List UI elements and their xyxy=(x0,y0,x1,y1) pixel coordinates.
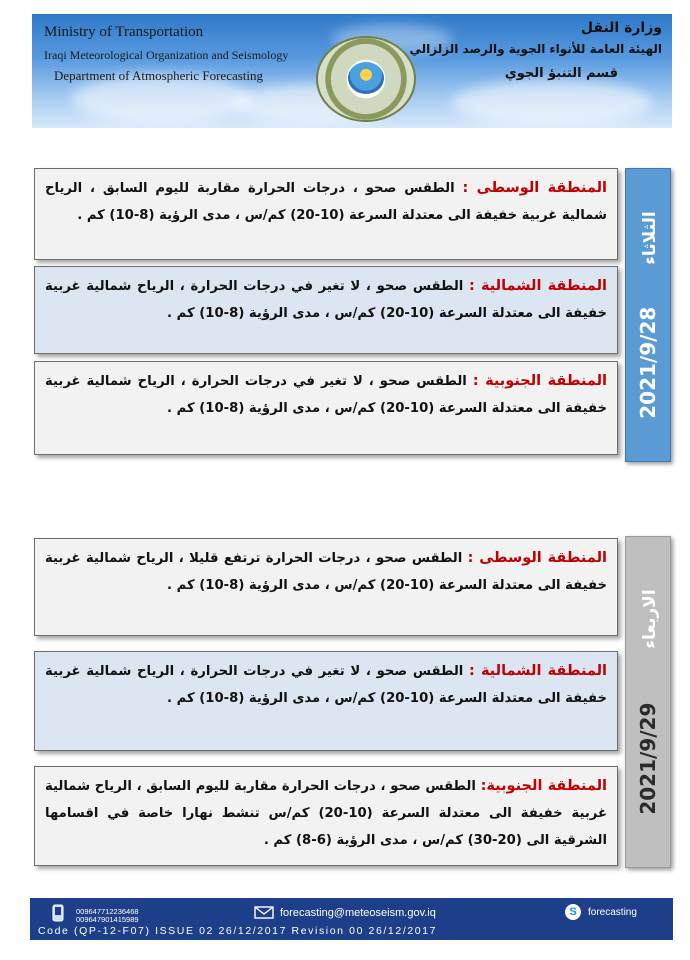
forecast-text: الطقس صحو ، لا تغير في درجات الحرارة ، الرياح شمالية غربية خفيفة الى معتدلة السرعة (10-20) كم/س ، مدى الرؤية (8-10) كم . xyxy=(45,279,607,321)
region-label: المنطقة الجنوبية: xyxy=(480,778,607,794)
region-label: المنطقة الوسطى : xyxy=(467,550,607,566)
forecast-text: الطقس صحو ، درجات الحرارة مقاربة لليوم السابق ، الرياح شمالية غربية خفيفة الى معتدلة السرعة (10-20) كم/س تنشط نهارا خاصة في اقسامها الشرقية الى (20-30) كم/س ، مدى الرؤية (6-8) كم . xyxy=(45,779,607,848)
region-label: المنطقة الشمالية : xyxy=(469,663,608,679)
forecast-row xyxy=(34,361,618,455)
day-name: الاربعاء xyxy=(640,589,660,649)
region-label: المنطقة الجنوبية : xyxy=(472,373,607,389)
phone-number: 009647901415989 xyxy=(76,915,139,924)
forecast-row xyxy=(34,766,618,866)
forecast-text: الطقس صحو ، لا تغير في درجات الحرارة ، الرياح شمالية غربية خفيفة الى معتدلة السرعة (10-20) كم/س ، مدى الرؤية (8-10) كم . xyxy=(45,664,607,706)
day-date: 2021/9/28 xyxy=(636,306,660,419)
forecast-row xyxy=(34,266,618,354)
header-banner xyxy=(32,14,672,128)
forecast-row xyxy=(34,168,618,260)
forecast-text: الطقس صحو ، درجات الحرارة ترتفع قليلا ، الرياح شمالية غربية خفيفة الى معتدلة السرعة (10-20) كم/س ، مدى الرؤية (8-10) كم . xyxy=(45,551,607,593)
department-title-ar: قسم التنبؤ الجوي xyxy=(504,66,618,81)
email-link[interactable]: forecasting@meteoseism.gov.iq xyxy=(280,907,436,919)
department-title-en: Department of Atmospheric Forecasting xyxy=(54,68,264,83)
forecast-text: الطقس صحو ، لا تغير في درجات الحرارة ، الرياح شمالية غربية خفيفة الى معتدلة السرعة (10-20) كم/س ، مدى الرؤية (8-10) كم . xyxy=(45,374,607,416)
forecast-text: الطقس صحو ، درجات الحرارة مقاربة لليوم السابق ، الرياح شمالية غربية خفيفة الى معتدلة السرعة (10-20) كم/س ، مدى الرؤية (8-10) كم . xyxy=(45,181,607,223)
region-label: المنطقة الشمالية : xyxy=(469,278,608,294)
day-bar-wednesday xyxy=(625,536,671,868)
ministry-title-ar: وزارة النقل xyxy=(580,20,662,36)
footer-bar xyxy=(30,898,673,940)
day-date: 2021/9/29 xyxy=(636,702,660,815)
skype-handle[interactable]: forecasting xyxy=(588,907,637,918)
forecast-row xyxy=(34,651,618,751)
email-icon xyxy=(254,906,274,919)
organization-logo xyxy=(316,36,416,122)
day-name: الثلاثاء xyxy=(640,211,660,265)
skype-icon: S xyxy=(565,904,581,920)
ministry-title-en: Ministry of Transportation xyxy=(44,24,204,40)
forecast-row xyxy=(34,538,618,636)
document-code: Code (QP-12-F07) ISSUE 02 26/12/2017 Revision 00 26/12/2017 xyxy=(38,925,438,937)
region-label: المنطقة الوسطى : xyxy=(462,180,607,196)
day-bar-tuesday xyxy=(625,168,671,462)
phone-number: 009647712236468 xyxy=(76,907,139,916)
organization-title-ar: الهيئة العامة للأنواء الجوية والرصد الزلزالي xyxy=(409,42,662,56)
phone-icon xyxy=(52,904,64,922)
organization-title-en: Iraqi Meteorological Organization and Seismology xyxy=(44,48,289,62)
